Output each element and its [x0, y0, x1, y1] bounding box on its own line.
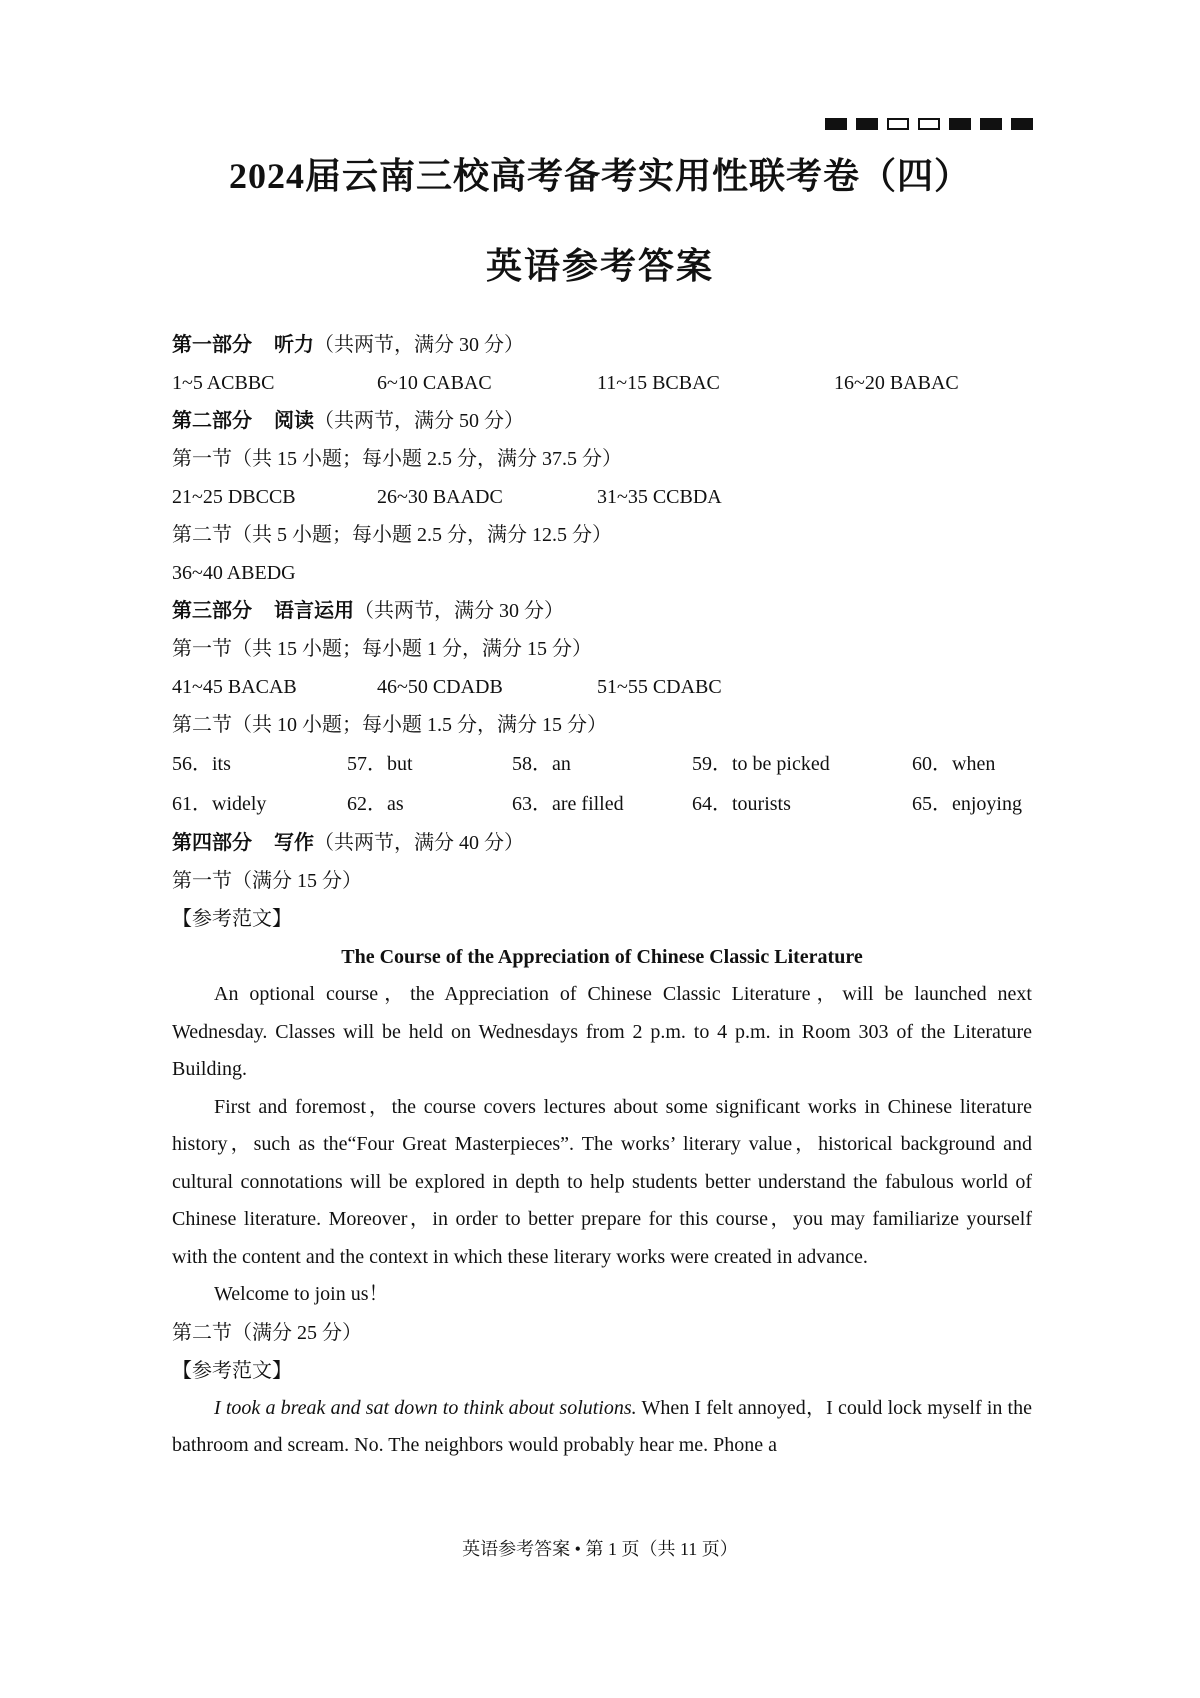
fill-answer: 60．when	[912, 753, 996, 775]
mark-filled-2	[856, 118, 878, 130]
part3-heading: 第三部分 语言运用（共两节，满分 30 分）	[172, 600, 564, 622]
story-continuation: When I felt annoyed，I could lock myself in the bathroom and scream. No. The neighbors would probably hear me. Phone a	[172, 1396, 1032, 1456]
part2-section2-label: 第二节（共 5 小题；每小题 2.5 分，满分 12.5 分）	[172, 524, 612, 546]
answer-group: 51~55 CDABC	[597, 676, 722, 698]
answer-group: 31~35 CCBDA	[597, 486, 722, 508]
mark-filled-1	[825, 118, 847, 130]
part4-section1-label: 第一节（满分 15 分）	[172, 870, 362, 892]
fill-answer: 57．but	[347, 753, 413, 775]
part3-section1-label: 第一节（共 15 小题；每小题 1 分，满分 15 分）	[172, 638, 592, 660]
essay-paragraph-2: First and foremost，the course covers lectures about some significant works in Chinese literature history，such as the“Four Great Masterpieces”. The works’ literary value，historical background and cultural connotations will be explored in depth to help students better understand the fabulous world of Chinese literature. Moreover，in order to better prepare for this course，you may familiarize yourself with the content and the context in which these literary works were created in advance.	[172, 1095, 1032, 1268]
document-title: 2024届云南三校高考备考实用性联考卷（四）	[228, 156, 971, 196]
part2-heading: 第二部分 阅读（共两节，满分 50 分）	[172, 410, 524, 432]
essay-paragraph-1: An optional course，the Appreciation of Chinese Classic Literature，will be launched next Wednesday. Classes will be held on Wednesdays from 2 p.m. to 4 p.m. in Room 303 of the Literature Building.	[172, 983, 1032, 1080]
mark-filled-5	[1011, 118, 1033, 130]
part4-heading: 第四部分 写作（共两节，满分 40 分）	[172, 832, 524, 854]
part3-section1-answers	[172, 668, 1032, 706]
fill-answer: 65．enjoying	[912, 793, 1022, 815]
part2-section1-label: 第一节（共 15 小题；每小题 2.5 分，满分 37.5 分）	[172, 448, 622, 470]
fill-answer: 59．to be picked	[692, 753, 830, 775]
answer-group: 11~15 BCBAC	[597, 372, 720, 394]
answer-group: 6~10 CABAC	[377, 372, 492, 394]
part2-section1-answers	[172, 478, 1032, 516]
document-subtitle: 英语参考答案	[485, 246, 714, 286]
story-paragraph	[172, 1390, 1032, 1465]
part2-section2-answers: 36~40 ABEDG	[172, 562, 296, 584]
answer-group: 26~30 BAADC	[377, 486, 503, 508]
fill-answer: 62．as	[347, 793, 404, 815]
fill-answers-row2	[172, 784, 1032, 824]
essay-title: The Course of the Appreciation of Chinese Classic Literature	[341, 946, 863, 968]
answer-content	[172, 326, 1032, 1465]
sample-story-label: 【参考范文】	[172, 1359, 292, 1382]
fill-answer: 64．tourists	[692, 793, 791, 815]
essay-paragraph-3: Welcome to join us！	[214, 1283, 389, 1305]
answer-group: 1~5 ACBBC	[172, 372, 275, 394]
fill-answer: 61．widely	[172, 793, 267, 815]
answer-group: 46~50 CDADB	[377, 676, 503, 698]
fill-answer: 58．an	[512, 753, 571, 775]
part1-heading: 第一部分 听力（共两节，满分 30 分）	[172, 334, 524, 356]
part1-answers	[172, 364, 1032, 402]
mark-filled-3	[949, 118, 971, 130]
fill-answer: 56．its	[172, 753, 231, 775]
mark-hollow-1	[887, 118, 909, 130]
part4-section2-label: 第二节（满分 25 分）	[172, 1321, 362, 1344]
story-opening-sentence: I took a break and sat down to think about solutions.	[214, 1396, 637, 1419]
fill-answer: 63．are filled	[512, 793, 624, 815]
mark-hollow-2	[918, 118, 940, 130]
sample-essay-label: 【参考范文】	[172, 908, 292, 930]
fill-answers-row1	[172, 744, 1032, 784]
part3-section2-label: 第二节（共 10 小题；每小题 1.5 分，满分 15 分）	[172, 714, 607, 736]
page-footer: 英语参考答案 • 第 1 页（共 11 页）	[462, 1539, 738, 1559]
answer-group: 16~20 BABAC	[834, 372, 959, 394]
answer-group: 41~45 BACAB	[172, 676, 297, 698]
corner-marks	[825, 118, 1033, 130]
answer-group: 21~25 DBCCB	[172, 486, 296, 508]
mark-filled-4	[980, 118, 1002, 130]
